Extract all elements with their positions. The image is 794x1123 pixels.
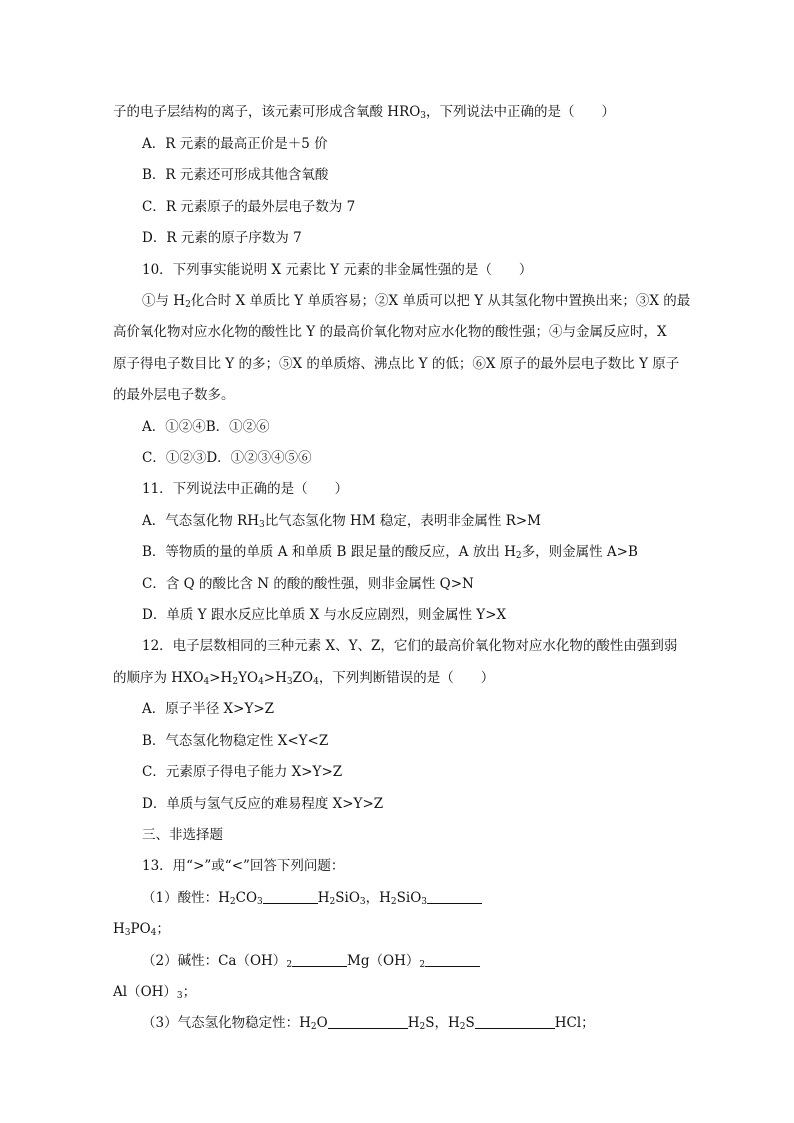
q11-option-c: C．含 Q 的酸比含 N 的酸的酸性强，则非金属性 Q>N xyxy=(142,576,474,592)
q13-part2-cont: $Al(OH)_3$； xyxy=(113,984,197,1001)
q10-options-ab: A．①②④B．①②⑥ xyxy=(142,419,270,435)
q10-options-cd: C．①②③D．①②③④⑤⑥ xyxy=(142,450,312,466)
q13-part2: （2）碱性：$Ca(OH)_2$ $Mg(OH)_2$ xyxy=(142,952,480,970)
section-heading: 三、非选择题 xyxy=(142,827,223,843)
q9-option-a: A．R 元素的最高正价是＋5 价 xyxy=(142,136,328,152)
q10-line1: ①与 $H_2$化合时 X 单质比 Y 单质容易；②X 单质可以把 Y 从其氢化物中置换出来；③X 的最 xyxy=(142,293,691,310)
q10-line3: 原子得电子数目比 Y 的多；⑤X 的单质熔、沸点比 Y 的低；⑥X 原子的最外层电子数比 Y 原子 xyxy=(113,356,680,372)
answer-blank[interactable] xyxy=(263,891,318,904)
q12-option-a: A．原子半径 X>Y>Z xyxy=(142,701,275,717)
answer-blank[interactable] xyxy=(427,891,482,904)
q13-part1: （1）酸性：$H_2CO_3$ $H_2SiO_3$，$H_2SiO_3$ xyxy=(142,889,482,907)
q9-option-b: B．R 元素还可形成其他含氧酸 xyxy=(142,167,329,183)
answer-blank[interactable] xyxy=(328,1016,408,1029)
q9-stem: 子的电子层结构的离子，该元素可形成含氧酸 $HRO_3$，下列说法中正确的是（ ） xyxy=(113,104,616,121)
q10-stem: 10．下列事实能说明 X 元素比 Y 元素的非金属性强的是（ ） xyxy=(142,262,533,278)
q10-line2: 高价氧化物对应水化物的酸性比 Y 的最高价氧化物对应水化物的酸性强；④与金属反应时，X xyxy=(113,324,667,340)
q12-option-d: D．单质与氢气反应的难易程度 X>Y>Z xyxy=(142,796,384,812)
q9-option-c: C．R 元素原子的最外层电子数为 7 xyxy=(142,199,356,215)
q11-stem: 11．下列说法中正确的是（ ） xyxy=(142,481,349,497)
q9-option-d: D．R 元素的原子序数为 7 xyxy=(142,230,302,246)
q13-stem: 13．用“>”或“<”回答下列问题： xyxy=(142,858,345,874)
q12-line2: 的顺序为 $HXO_4>H_2YO_4>H_3ZO_4$，下列判断错误的是（ ） xyxy=(113,670,495,687)
q13-part3: （3）气态氢化物稳定性：$H_2O$ $H_2S$，$H_2S$ HCl； xyxy=(142,1015,595,1032)
q13-part1-cont: $H_3PO_4$； xyxy=(113,921,170,938)
q12-stem: 12．电子层数相同的三种元素 X、Y、Z，它们的最高价氧化物对应水化物的酸性由强到弱 xyxy=(142,638,678,654)
q12-option-b: B．气态氢化物稳定性 X<Y<Z xyxy=(142,733,329,749)
answer-blank[interactable] xyxy=(475,1016,555,1029)
q11-option-a: A．气态氢化物 $RH_3$比气态氢化物 HM 稳定，表明非金属性 R>M xyxy=(142,513,541,530)
answer-blank[interactable] xyxy=(292,954,347,967)
q10-line4: 的最外层电子数多。 xyxy=(113,387,235,403)
answer-blank[interactable] xyxy=(425,954,480,967)
q11-option-b: B．等物质的量的单质 A 和单质 B 跟足量的酸反应，A 放出 $H_2$多，则金属性 A>B xyxy=(142,544,638,561)
q11-option-d: D．单质 Y 跟水反应比单质 X 与水反应剧烈，则金属性 Y>X xyxy=(142,607,507,623)
q12-option-c: C．元素原子得电子能力 X>Y>Z xyxy=(142,764,343,780)
